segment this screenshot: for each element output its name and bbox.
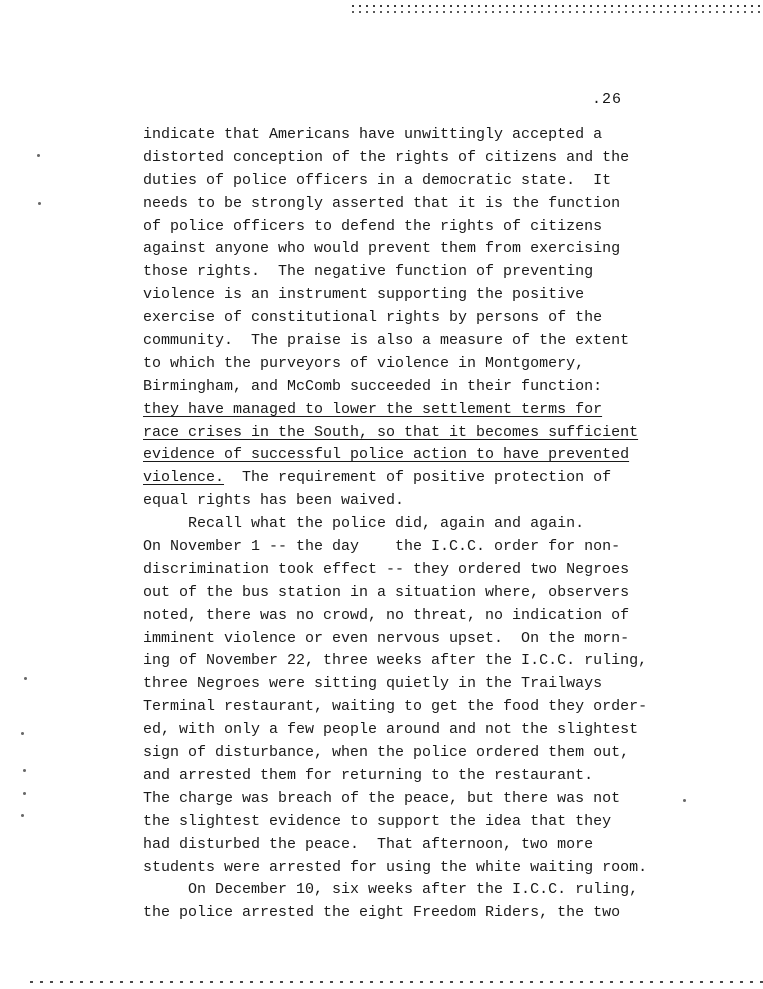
text-line — [143, 582, 663, 605]
text-segment: of police officers to defend the rights of citizens — [143, 217, 603, 235]
text-line — [143, 902, 663, 925]
text-segment: discrimination took effect -- they ordered two Negroes — [143, 560, 630, 578]
text-line — [143, 857, 663, 880]
scan-speck — [23, 792, 26, 795]
text-segment: the police arrested the eight Freedom Riders, the two — [143, 904, 621, 922]
text-line — [143, 513, 663, 536]
text-segment: exercise of constitutional rights by persons of the — [143, 309, 603, 327]
scan-speck — [683, 799, 686, 802]
text-line — [143, 765, 663, 788]
text-segment: and arrested them for returning to the restaurant. — [143, 766, 594, 784]
underlined-text: race crises in the South, so that it becomes sufficient — [143, 423, 639, 441]
page-number: .26 — [592, 91, 623, 108]
text-line — [143, 650, 663, 673]
text-line — [143, 422, 663, 445]
text-block — [143, 124, 663, 925]
text-segment: those rights. The negative function of preventing — [143, 263, 594, 281]
scan-dotted-line-top-secondary — [352, 11, 763, 13]
text-segment: Terminal restaurant, waiting to get the food they order- — [143, 698, 648, 716]
text-segment: out of the bus station in a situation where, observers — [143, 583, 630, 601]
text-segment: three Negroes were sitting quietly in the Trailways — [143, 675, 603, 693]
scan-dotted-line-bottom — [30, 981, 763, 983]
text-segment: Recall what the police did, again and again. — [143, 515, 585, 533]
scan-speck — [24, 677, 27, 680]
text-segment: the slightest evidence to support the idea that they — [143, 812, 612, 830]
text-segment: equal rights has been waived. — [143, 492, 405, 510]
text-segment: The requirement of positive protection of — [224, 469, 612, 487]
text-segment: sign of disturbance, when the police ordered them out, — [143, 744, 630, 762]
text-line — [143, 834, 663, 857]
text-line — [143, 490, 663, 513]
text-segment: against anyone who would prevent them from exercising — [143, 240, 621, 258]
text-line — [143, 399, 663, 422]
text-line — [143, 284, 663, 307]
text-segment: Birmingham, and McComb succeeded in their function: — [143, 377, 603, 395]
scan-speck — [38, 202, 41, 205]
text-segment: On November 1 -- the day the I.C.C. order for non- — [143, 538, 621, 556]
text-segment: The charge was breach of the peace, but there was not — [143, 789, 621, 807]
scan-speck — [21, 732, 24, 735]
text-line — [143, 719, 663, 742]
scan-dotted-line-top — [352, 5, 763, 7]
text-line — [143, 216, 663, 239]
text-line — [143, 788, 663, 811]
text-line — [143, 628, 663, 651]
text-segment: On December 10, six weeks after the I.C.C. ruling, — [143, 881, 639, 899]
text-line — [143, 605, 663, 628]
text-line — [143, 742, 663, 765]
text-segment: ed, with only a few people around and not the slightest — [143, 721, 639, 739]
scan-speck — [23, 769, 26, 772]
text-segment: students were arrested for using the white waiting room. — [143, 858, 648, 876]
text-segment: needs to be strongly asserted that it is the function — [143, 194, 621, 212]
text-segment: to which the purveyors of violence in Montgomery, — [143, 354, 585, 372]
underlined-text: violence. — [143, 469, 225, 487]
text-segment: community. The praise is also a measure of the extent — [143, 332, 630, 350]
text-line — [143, 811, 663, 834]
text-line — [143, 330, 663, 353]
text-line — [143, 261, 663, 284]
text-line — [143, 170, 663, 193]
text-segment: violence is an instrument supporting the positive — [143, 286, 585, 304]
scan-speck — [37, 154, 40, 157]
text-line — [143, 307, 663, 330]
text-line — [143, 879, 663, 902]
text-segment: noted, there was no crowd, no threat, no indication of — [143, 606, 630, 624]
text-line — [143, 444, 663, 467]
text-line — [143, 193, 663, 216]
text-line — [143, 559, 663, 582]
text-line — [143, 147, 663, 170]
text-line — [143, 467, 663, 490]
text-line — [143, 238, 663, 261]
text-segment: imminent violence or even nervous upset. On the morn- — [143, 629, 630, 647]
text-line — [143, 536, 663, 559]
text-segment: indicate that Americans have unwittingly accepted a — [143, 126, 603, 143]
scan-speck — [21, 814, 24, 817]
text-segment: duties of police officers in a democratic state. It — [143, 171, 612, 189]
text-segment: distorted conception of the rights of citizens and the — [143, 148, 630, 166]
text-line — [143, 696, 663, 719]
text-line — [143, 124, 663, 147]
text-line — [143, 376, 663, 399]
underlined-text: evidence of successful police action to have prevented — [143, 446, 630, 464]
text-segment: had disturbed the peace. That afternoon, two more — [143, 835, 594, 853]
text-segment: ing of November 22, three weeks after the I.C.C. ruling, — [143, 652, 648, 670]
text-line — [143, 673, 663, 696]
text-line — [143, 353, 663, 376]
underlined-text: they have managed to lower the settlement terms for — [143, 400, 603, 418]
